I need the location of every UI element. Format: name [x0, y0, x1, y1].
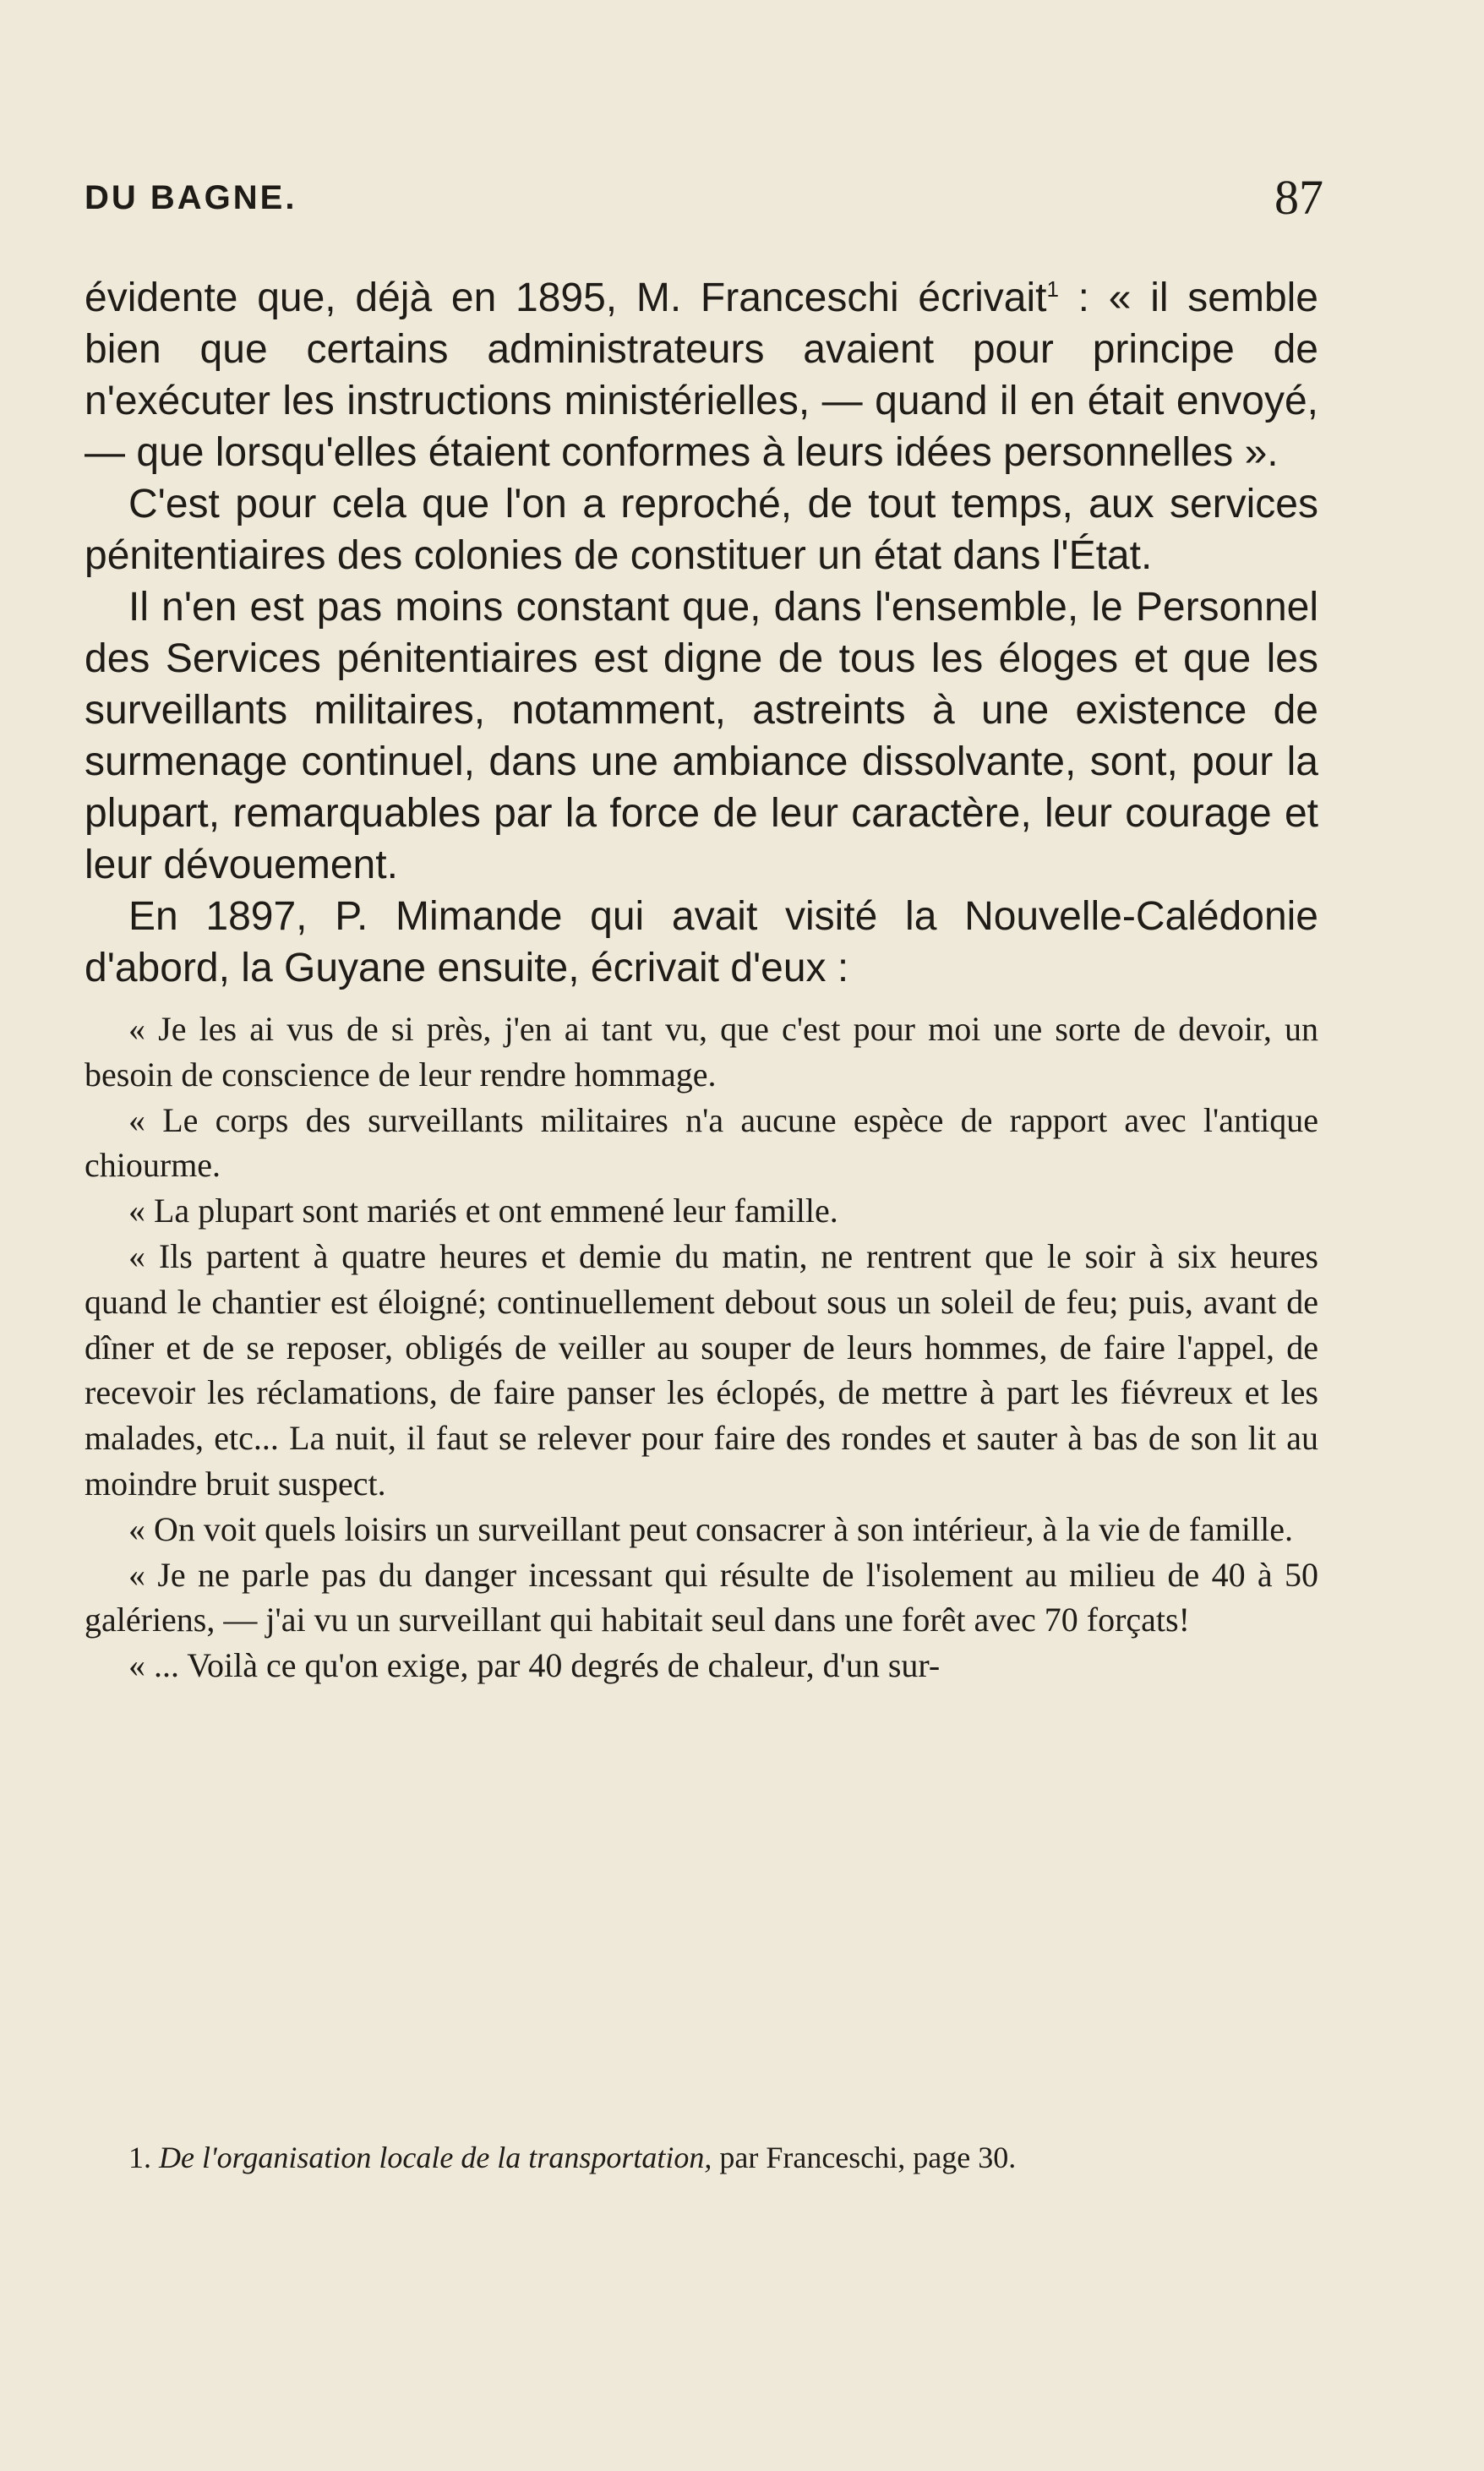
footnote-reference[interactable]: 1 — [1046, 276, 1059, 302]
quote-paragraph: « On voit quels loisirs un surveillant peut consacrer à son intérieur, à la vie de famille. — [128, 1509, 1294, 1548]
paragraph-text: : « il semble bien que certains administrateurs avaient pour principe de n'exécuter les instructions ministérielles, — quand il en était envoyé, — que lorsqu'elles étaient conformes à leurs idées personnelles ». — [85, 275, 1318, 475]
quotation-block — [85, 1006, 1318, 1688]
paragraph: C'est pour cela que l'on a reproché, de tout temps, aux services pénitentiaires des colonies de constituer un état dans l'État. — [85, 482, 1318, 578]
page-number: 87 — [1274, 170, 1323, 225]
footnote — [85, 2136, 1318, 2179]
paragraph-text: évidente que, déjà en 1895, M. Franceschi écrivait — [85, 275, 1047, 320]
quote-paragraph: « La plupart sont mariés et ont emmené leur famille. — [128, 1192, 838, 1230]
body-text — [85, 272, 1318, 1688]
running-head: DU BAGNE. — [85, 179, 297, 216]
footnote-source-title: De l'organisation locale de la transportation, — [159, 2141, 712, 2174]
paragraph — [85, 272, 1318, 478]
quote-paragraph: « Je ne parle pas du danger incessant qui résulte de l'isolement au milieu de 40 à 50 galériens, — j'ai vu un surveillant qui habitait seul dans une forêt avec 70 forçats! — [85, 1555, 1318, 1639]
paragraph: En 1897, P. Mimande qui avait visité la Nouvelle-Calédonie d'abord, la Guyane ensuite, écrivait d'eux : — [85, 894, 1318, 990]
quote-paragraph: « Je les ai vus de si près, j'en ai tant vu, que c'est pour moi une sorte de devoir, un besoin de conscience de leur rendre hommage. — [85, 1010, 1318, 1094]
footnote-number: 1. — [128, 2141, 151, 2174]
quote-paragraph: « Ils partent à quatre heures et demie du matin, ne rentrent que le soir à six heures quand le chantier est éloigné; continuellement debout sous un soleil de feu; puis, avant de dîner et de se reposer, obligés de veiller au souper de leurs hommes, de faire l'appel, de recevoir les réclamations, de faire panser les éclopés, de mettre à part les fiévreux et les malades, etc... La nuit, il faut se relever pour faire des rondes et sauter à bas de son lit au moindre bruit suspect. — [85, 1236, 1318, 1503]
footnote-text: par Franceschi, page 30. — [712, 2141, 1017, 2174]
page-header — [85, 169, 1323, 228]
paragraph: Il n'en est pas moins constant que, dans l'ensemble, le Personnel des Services pénitentiaires est digne de tous les éloges et que les surveillants militaires, notamment, astreints à une existence de surmenage continuel, dans une ambiance dissolvante, sont, pour la plupart, remarquables par la force de leur caractère, leur courage et leur dévouement. — [85, 585, 1318, 887]
quote-paragraph: « Le corps des surveillants militaires n'a aucune espèce de rapport avec l'antique chiourme. — [85, 1100, 1318, 1185]
quote-paragraph: « ... Voilà ce qu'on exige, par 40 degrés de chaleur, d'un sur- — [128, 1646, 941, 1685]
